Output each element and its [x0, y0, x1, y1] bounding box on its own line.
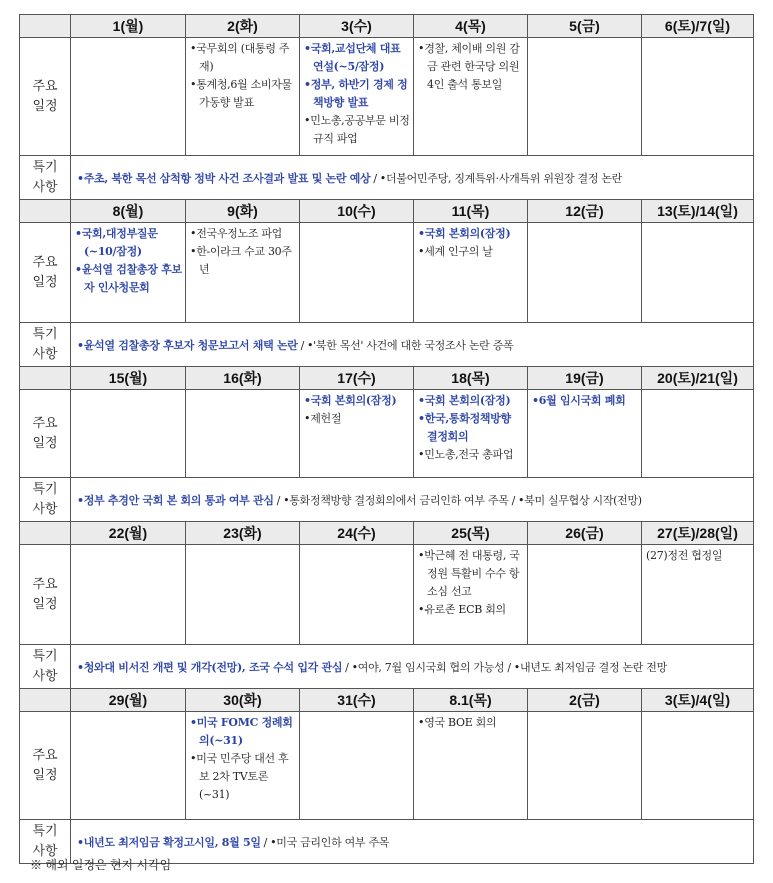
day-cell: [71, 223, 186, 323]
day-cell: [414, 38, 528, 156]
event-item: (27)정전 협정일: [646, 549, 723, 562]
day-header: 9(화): [186, 200, 300, 223]
event-item: •유로존 ECB 회의: [418, 603, 506, 616]
special-notes-label: [20, 323, 71, 367]
highlight-event: •한국,통화정책방향 결정회의: [418, 412, 511, 443]
week-header-row: [20, 367, 754, 390]
notes-label-line1: 특기: [32, 823, 58, 839]
day-header: 11(목): [414, 200, 528, 223]
day-header: 30(화): [186, 689, 300, 712]
main-label-line1: 주요: [32, 576, 58, 592]
main-label-line2: 일정: [32, 435, 58, 451]
highlight-event: •국회,대정부질문 (~10/잠정): [75, 227, 158, 258]
main-label-line1: 주요: [32, 415, 58, 431]
day-cell: [642, 38, 754, 156]
event-item: •한-이라크 수교 30주년: [190, 245, 292, 276]
day-cell: [186, 712, 300, 820]
note-separator: /: [511, 493, 515, 507]
day-header: 19(금): [528, 367, 642, 390]
header-corner: [20, 522, 71, 545]
note-separator: /: [373, 171, 377, 185]
day-header: 6(토)/7(일): [642, 15, 754, 38]
footer-note: ※ 해외 일정은 현지 시각임: [30, 858, 172, 872]
note-item: •더불어민주당, 징계특위·사개특위 위원장 결정 논란: [379, 171, 623, 185]
highlight-event: •국회 본회의(잠정): [304, 394, 397, 407]
event-item: •민노총,공공부문 비정규직 파업: [304, 114, 410, 145]
day-cell: [300, 390, 414, 478]
event-item: •국무회의 (대통령 주재): [190, 42, 290, 73]
day-cell: [642, 545, 754, 645]
day-header: 29(월): [71, 689, 186, 712]
day-header: 25(목): [414, 522, 528, 545]
special-notes-label: [20, 478, 71, 522]
notes-label-line1: 특기: [32, 648, 58, 664]
highlight-event: •국회,교섭단체 대표 연설(~5/잠정): [304, 42, 401, 73]
main-schedule-label: [20, 223, 71, 323]
day-cell: [642, 712, 754, 820]
week-header-row: [20, 15, 754, 38]
day-cell: [414, 390, 528, 478]
day-header: 8(월): [71, 200, 186, 223]
day-header: 18(목): [414, 367, 528, 390]
special-notes-row: [20, 323, 754, 367]
event-item: •경찰, 체이배 의원 감금 관련 한국당 의원 4인 출석 통보일: [418, 42, 520, 91]
day-cell: [71, 390, 186, 478]
week-header-row: [20, 522, 754, 545]
day-cell: [414, 545, 528, 645]
day-cell: [528, 712, 642, 820]
header-corner: [20, 367, 71, 390]
event-item: •세계 인구의 날: [418, 245, 493, 258]
event-item: •제헌절: [304, 412, 342, 425]
day-header: 12(금): [528, 200, 642, 223]
day-header: 15(월): [71, 367, 186, 390]
notes-label-line1: 특기: [32, 326, 58, 342]
main-schedule-row: [20, 712, 754, 820]
highlight-note: •정부 추경안 국회 본 회의 통과 여부 관심: [77, 493, 274, 507]
highlight-event: •정부, 하반기 경제 정책방향 발표: [304, 78, 408, 109]
day-cell: [414, 712, 528, 820]
note-separator: /: [263, 835, 268, 849]
special-notes-cell: [71, 820, 754, 864]
day-cell: [414, 223, 528, 323]
highlight-note: •윤석열 검찰총장 후보자 청문보고서 채택 논란: [77, 338, 298, 352]
event-item: •영국 BOE 회의: [418, 716, 497, 729]
main-schedule-label: [20, 545, 71, 645]
notes-label-line2: 사항: [32, 843, 58, 859]
special-notes-cell: [71, 156, 754, 200]
note-separator: /: [276, 493, 281, 507]
day-header: 22(월): [71, 522, 186, 545]
day-cell: [300, 38, 414, 156]
event-item: •통계청,6월 소비자물가동향 발표: [190, 78, 292, 109]
event-item: •미국 민주당 대선 후보 2차 TV토론 (~31): [190, 752, 289, 801]
day-header: 27(토)/28(일): [642, 522, 754, 545]
day-header: 3(토)/4(일): [642, 689, 754, 712]
day-header: 17(수): [300, 367, 414, 390]
day-cell: [300, 712, 414, 820]
notes-label-line2: 사항: [32, 179, 58, 195]
day-header: 26(금): [528, 522, 642, 545]
day-cell: [186, 545, 300, 645]
day-header: 13(토)/14(일): [642, 200, 754, 223]
main-schedule-label: [20, 38, 71, 156]
highlight-event: •미국 FOMC 정례회의(~31): [190, 716, 293, 747]
main-label-line2: 일정: [32, 596, 58, 612]
day-cell: [71, 712, 186, 820]
day-cell: [186, 223, 300, 323]
note-separator: /: [507, 660, 511, 674]
note-separator: /: [300, 338, 304, 352]
main-label-line2: 일정: [32, 767, 58, 783]
weekly-schedule-table: [19, 14, 754, 864]
day-header: 23(화): [186, 522, 300, 545]
main-label-line1: 주요: [32, 254, 58, 270]
main-schedule-label: [20, 390, 71, 478]
day-cell: [528, 223, 642, 323]
day-header: 16(화): [186, 367, 300, 390]
day-cell: [528, 390, 642, 478]
day-cell: [642, 223, 754, 323]
day-cell: [300, 545, 414, 645]
main-schedule-row: [20, 223, 754, 323]
event-item: •민노총,전국 총파업: [418, 448, 514, 461]
day-cell: [186, 38, 300, 156]
special-notes-label: [20, 645, 71, 689]
week-header-row: [20, 689, 754, 712]
notes-label-line2: 사항: [32, 346, 58, 362]
day-header: 24(수): [300, 522, 414, 545]
main-schedule-row: [20, 545, 754, 645]
day-header: 2(금): [528, 689, 642, 712]
day-header: 1(월): [71, 15, 186, 38]
day-cell: [642, 390, 754, 478]
event-item: •박근혜 전 대통령, 국정원 특활비 수수 항소심 선고: [418, 549, 520, 598]
day-cell: [528, 545, 642, 645]
day-cell: [528, 38, 642, 156]
day-header: 20(토)/21(일): [642, 367, 754, 390]
event-item: •전국우정노조 파업: [190, 227, 282, 240]
special-notes-cell: [71, 323, 754, 367]
note-item: •여야, 7월 임시국회 협의 가능성: [351, 660, 505, 674]
note-item: •'북한 목선' 사건에 대한 국정조사 논란 증폭: [306, 338, 514, 352]
highlight-note: •주초, 북한 목선 삼척항 정박 사건 조사결과 발표 및 논란 예상: [77, 171, 371, 185]
day-cell: [71, 38, 186, 156]
day-header: 8.1(목): [414, 689, 528, 712]
main-schedule-label: [20, 712, 71, 820]
note-item: •북미 실무협상 시작(전망): [517, 493, 642, 507]
day-header: 10(수): [300, 200, 414, 223]
highlight-note: •청와대 비서진 개편 및 개각(전망), 조국 수석 입각 관심: [77, 660, 343, 674]
special-notes-cell: [71, 478, 754, 522]
day-header: 3(수): [300, 15, 414, 38]
special-notes-row: [20, 478, 754, 522]
notes-label-line2: 사항: [32, 668, 58, 684]
day-cell: [300, 223, 414, 323]
main-label-line2: 일정: [32, 98, 58, 114]
notes-label-line1: 특기: [32, 481, 58, 497]
day-header: 2(화): [186, 15, 300, 38]
header-corner: [20, 15, 71, 38]
special-notes-label: [20, 156, 71, 200]
main-label-line2: 일정: [32, 274, 58, 290]
note-separator: /: [345, 660, 349, 674]
highlight-event: •국회 본회의(잠정): [418, 227, 511, 240]
main-label-line1: 주요: [32, 78, 58, 94]
main-schedule-row: [20, 390, 754, 478]
note-item: •미국 금리인하 여부 주목: [270, 835, 390, 849]
notes-label-line2: 사항: [32, 501, 58, 517]
day-header: 5(금): [528, 15, 642, 38]
day-cell: [71, 545, 186, 645]
note-item: •내년도 최저임금 결정 논란 전망: [513, 660, 667, 674]
header-corner: [20, 689, 71, 712]
main-schedule-row: [20, 38, 754, 156]
note-item: •통화정책방향 결정회의에서 금리인하 여부 주목: [283, 493, 509, 507]
highlight-event: •6월 임시국회 폐회: [532, 394, 626, 407]
special-notes-row: [20, 645, 754, 689]
highlight-event: •윤석열 검찰총장 후보자 인사청문회: [75, 263, 182, 294]
main-label-line1: 주요: [32, 747, 58, 763]
highlight-note: •내년도 최저임금 확정고시일, 8월 5일: [77, 835, 261, 849]
notes-label-line1: 특기: [32, 159, 58, 175]
special-notes-row: [20, 156, 754, 200]
day-header: 31(수): [300, 689, 414, 712]
header-corner: [20, 200, 71, 223]
highlight-event: •국회 본회의(잠정): [418, 394, 511, 407]
week-header-row: [20, 200, 754, 223]
special-notes-cell: [71, 645, 754, 689]
day-cell: [186, 390, 300, 478]
day-header: 4(목): [414, 15, 528, 38]
